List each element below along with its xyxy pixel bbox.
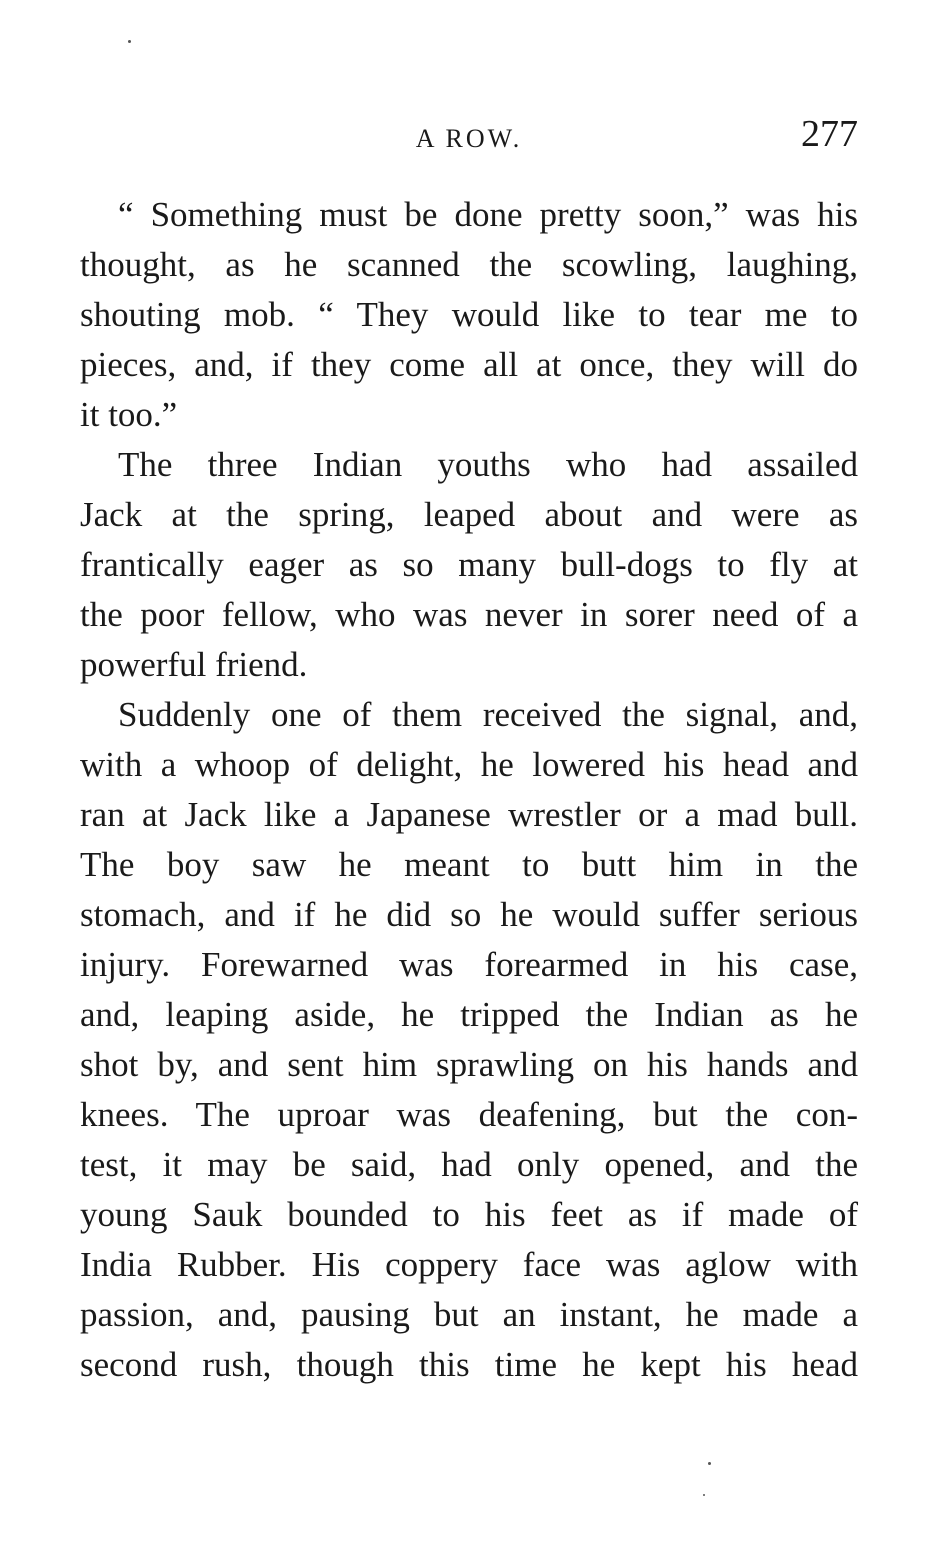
text-line: The three Indian youths who had assailed bbox=[118, 445, 858, 484]
text-line: knees. The uproar was deafening, but the con- bbox=[80, 1095, 858, 1134]
text-line: Suddenly one of them received the signal, and, bbox=[118, 695, 858, 734]
paragraph bbox=[80, 690, 858, 1390]
page-number: 277 bbox=[801, 113, 858, 155]
text-line: passion, and, pausing but an instant, he made a bbox=[80, 1295, 858, 1334]
print-speck bbox=[128, 40, 131, 43]
chapter-title: A ROW. bbox=[415, 124, 523, 153]
text-line: it too.” bbox=[80, 395, 178, 434]
text-line: shot by, and sent him sprawling on his hands and bbox=[80, 1045, 858, 1084]
text-line: ran at Jack like a Japanese wrestler or a mad bull. bbox=[80, 795, 858, 834]
text-line: test, it may be said, had only opened, and the bbox=[80, 1145, 858, 1184]
body-text bbox=[80, 190, 858, 1390]
text-line: India Rubber. His coppery face was aglow with bbox=[80, 1245, 858, 1284]
text-line: thought, as he scanned the scowling, laughing, bbox=[80, 245, 858, 284]
text-line: the poor fellow, who was never in sorer need of a bbox=[80, 595, 858, 634]
text-line: “ Something must be done pretty soon,” was his bbox=[118, 195, 858, 234]
paragraph bbox=[80, 190, 858, 440]
text-line: and, leaping aside, he tripped the Indian as he bbox=[80, 995, 858, 1034]
print-speck bbox=[708, 1462, 711, 1465]
running-head bbox=[80, 112, 858, 162]
text-line: with a whoop of delight, he lowered his head and bbox=[80, 745, 858, 784]
text-line: injury. Forewarned was forearmed in his case, bbox=[80, 945, 858, 984]
print-speck bbox=[703, 1494, 705, 1496]
text-line: young Sauk bounded to his feet as if made of bbox=[80, 1195, 858, 1234]
text-line: frantically eager as so many bull-dogs to fly at bbox=[80, 545, 858, 584]
text-line: powerful friend. bbox=[80, 645, 308, 684]
text-line: pieces, and, if they come all at once, they will do bbox=[80, 345, 858, 384]
paragraph bbox=[80, 440, 858, 690]
text-line: shouting mob. “ They would like to tear me to bbox=[80, 295, 858, 334]
text-line: Jack at the spring, leaped about and were as bbox=[80, 495, 858, 534]
text-line: stomach, and if he did so he would suffer serious bbox=[80, 895, 858, 934]
text-line: The boy saw he meant to butt him in the bbox=[80, 845, 858, 884]
text-line: second rush, though this time he kept his head bbox=[80, 1345, 858, 1384]
